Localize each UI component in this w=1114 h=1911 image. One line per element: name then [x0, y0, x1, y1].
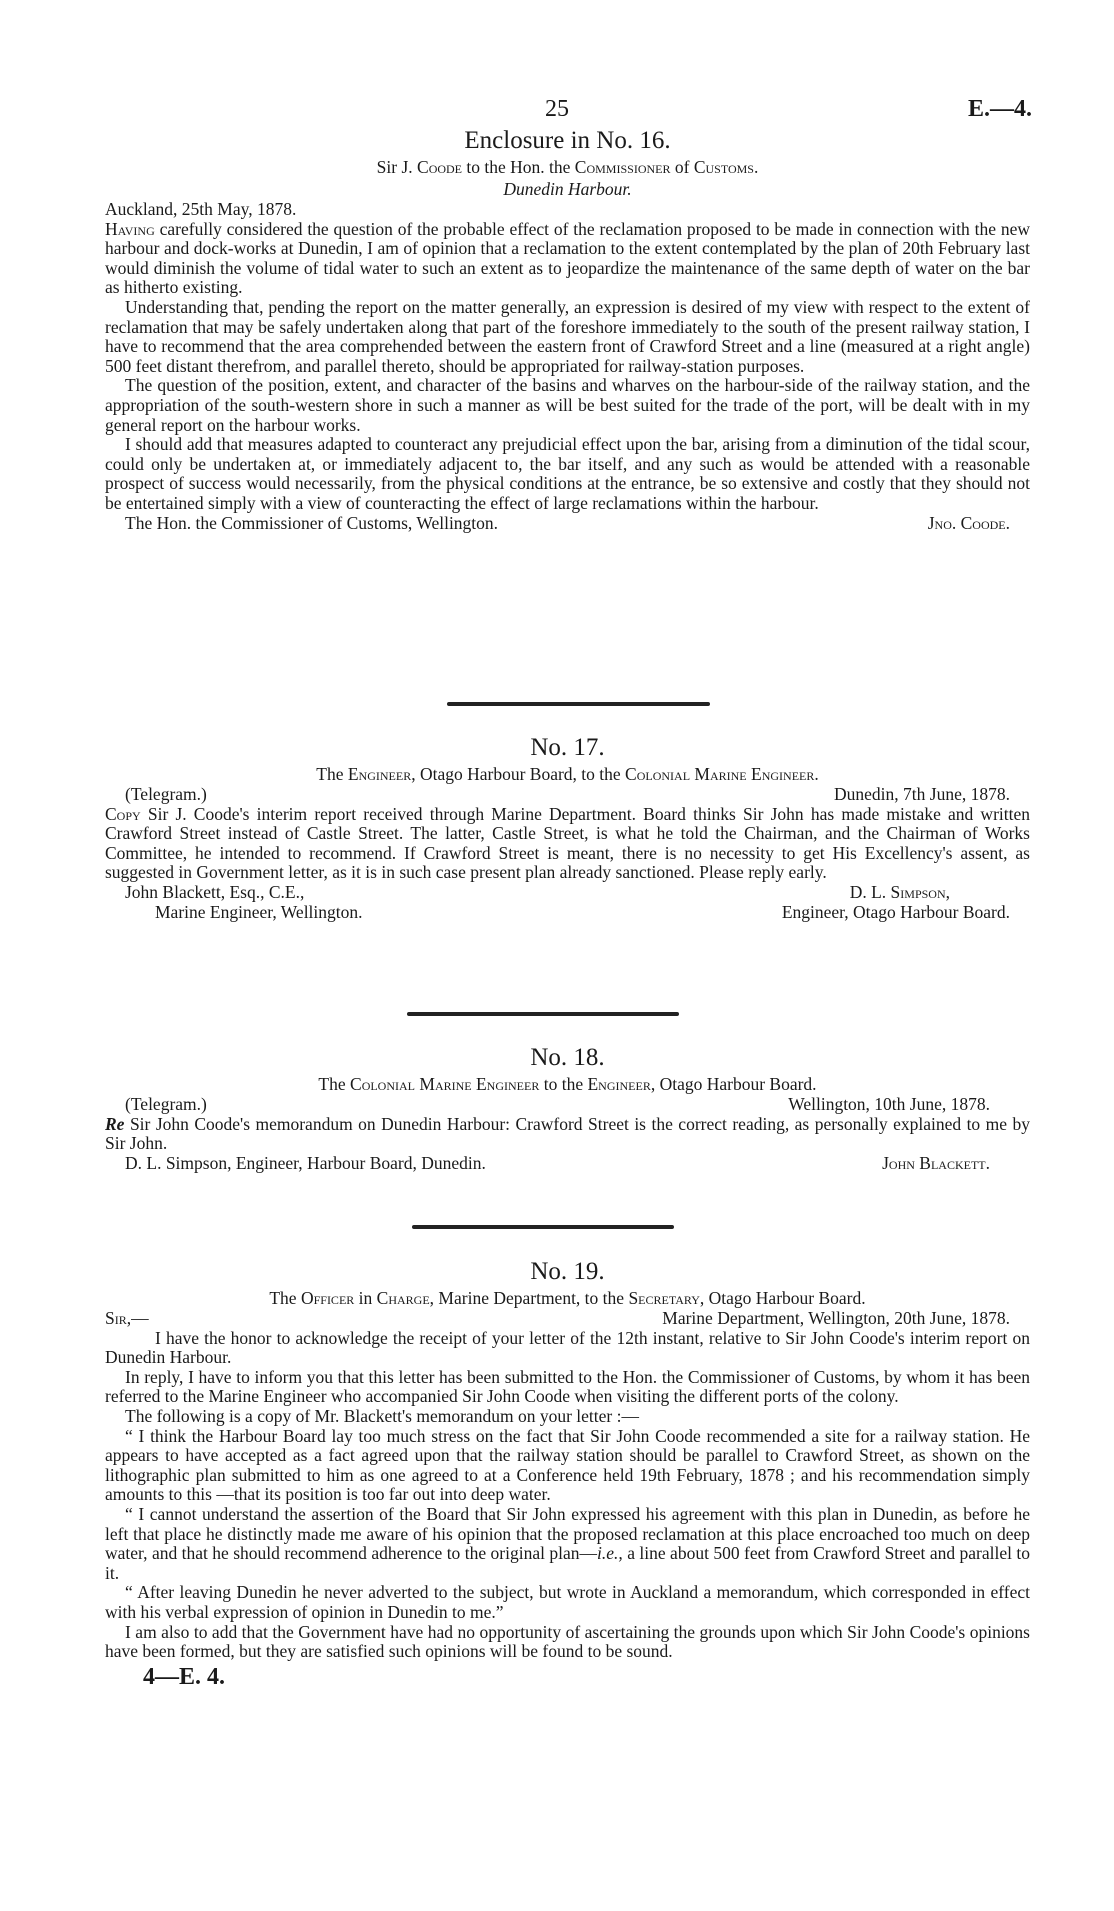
section-title: No. 19.: [530, 1258, 605, 1285]
paragraph: Having carefully considered the question of the probable effect of the reclamation proposed to be made in connection with the new harbour and dock-works at Dunedin, I am of opinion that a reclamation to the extent contemplated by the plan of 20th February last would diminish the volume of tidal water to such an extent as to jeopardize the maintenance of the same depth of water on the bar as hitherto existing.: [105, 218, 1030, 298]
section-from-line: The Engineer, Otago Harbour Board, to the Colonial Marine Engineer.: [316, 764, 819, 784]
closing-line: [105, 903, 1030, 923]
section-title: Enclosure in No. 16.: [464, 127, 671, 154]
signature: Engineer, Otago Harbour Board.: [781, 901, 1010, 922]
salutation-line: [105, 1309, 1030, 1329]
enclosure-16: [105, 126, 1030, 533]
paragraph: In reply, I have to inform you that this letter has been submitted to the Hon. the Commissioner of Customs, by whom it has been referred to the Marine Engineer who accompanied Sir John Coode when visiting the different ports of the colony.: [105, 1366, 1030, 1407]
section-title: No. 17.: [530, 734, 605, 761]
paragraph: “ I cannot understand the assertion of the Board that Sir John expressed his agreement with this plan in Dunedin, as before he left that place he distinctly made me aware of his opinion that the proposed reclamation at this place encroached too much on deep water, and that he should recommend adherence to the original plan—i.e., a line about 500 feet from Crawford Street and parallel to it.: [105, 1503, 1031, 1583]
section-17: [105, 733, 1030, 922]
paragraph: “ After leaving Dunedin he never adverted to the subject, but wrote in Auckland a memorandum, which corresponded in effect with his verbal expression of opinion in Dunedin to me.”: [105, 1582, 1030, 1622]
letter-date: Marine Department, Wellington, 20th June, 1878.: [662, 1308, 1010, 1328]
section-divider: [447, 702, 710, 706]
telegram-line: (Telegram.) Dunedin, 7th June, 1878.: [125, 784, 1010, 804]
paragraph: I am also to add that the Government have had no opportunity of ascertaining the grounds upon which Sir John Coode's opinions have been formed, but they are satisfied such opinions will be found to be sound.: [105, 1621, 1030, 1662]
letter-date: Auckland, 25th May, 1878.: [105, 199, 297, 219]
addressee: John Blackett, Esq., C.E.,: [125, 881, 305, 902]
signature-mark: 4—E. 4.: [143, 1663, 226, 1690]
paragraph: The following is a copy of Mr. Blackett's memorandum on your letter :—: [125, 1405, 639, 1426]
paragraph: I have the honor to acknowledge the receipt of your letter of the 12th instant, relative to Sir John Coode's interim report on Dunedin Harbour.: [105, 1327, 1030, 1368]
telegram-line: (Telegram.) Wellington, 10th June, 1878.: [125, 1094, 990, 1114]
section-divider: [407, 1012, 679, 1016]
signature: D. L. Simpson,: [849, 881, 950, 902]
section-from-line: The Colonial Marine Engineer to the Engineer, Otago Harbour Board.: [318, 1074, 817, 1094]
section-subject: Dunedin Harbour.: [503, 179, 632, 199]
page-number: 25: [545, 96, 569, 122]
section-title: No. 18.: [530, 1044, 605, 1071]
section-from-line: Sir J. Coode to the Hon. the Commissioner of Customs.: [376, 157, 759, 177]
closing-line: [105, 1154, 1030, 1174]
section-from-line: The Officer in Charge, Marine Department, to the Secretary, Otago Harbour Board.: [269, 1288, 866, 1308]
addressee: D. L. Simpson, Engineer, Harbour Board, Dunedin.: [125, 1152, 486, 1173]
salutation: Sir,—: [105, 1308, 149, 1328]
section-divider: [412, 1225, 674, 1229]
addressee: Marine Engineer, Wellington.: [155, 901, 363, 922]
paragraph: I should add that measures adapted to counteract any prejudicial effect upon the bar, arising from a diminution of the tidal scour, could only be undertaken at, or immediately adjacent to, the bar itself, and any such as would be attended with a reasonable prospect of success would necessarily, from the physical conditions at the entrance, be so extensive and costly that they should not be entertained simply with a view of counteracting the effect of large reclamations within the harbour.: [105, 434, 1030, 513]
paragraph: Copy Sir J. Coode's interim report received through Marine Department. Board thinks Sir John has made mistake and written Crawford Street instead of Castle Street. The latter, Castle Street, is what he told the Chairman, and the Chairman of Works Committee, he intended to recommend. If Crawford Street is meant, there is no necessity to get His Excellency's assent, as suggested in Government letter, as it is in such case present plan already sanctioned. Please reply early.: [105, 803, 1031, 883]
closing-line: [105, 514, 1030, 534]
paragraph: “ I think the Harbour Board lay too much stress on the fact that Sir John Coode recommended a site for a railway station. He appears to have accepted as a fact agreed upon that the railway station should be parallel to Crawford Street, as shown on the lithographic plan submitted to him as one agreed to at a Conference held 19th February, 1878 ; and his recommendation simply amounts to this —that its position is too far out into deep water.: [105, 1425, 1030, 1505]
document-reference: E.—4.: [967, 96, 1032, 122]
closing-line: [105, 883, 1030, 903]
signature: Jno. Coode.: [927, 512, 1010, 533]
section-18: [105, 1043, 1030, 1173]
signature: John Blackett.: [882, 1152, 990, 1173]
paragraph: The question of the position, extent, and character of the basins and wharves on the harbour-side of the railway station, and the appropriation of the south-western shore in such a manner as will be best suited for the trade of the port, will be dealt with in my general report on the harbour works.: [105, 375, 1030, 435]
paragraph: Re Sir John Coode's memorandum on Dunedin Harbour: Crawford Street is the correct reading, as personally explained to me by Sir John.: [105, 1113, 1031, 1154]
section-19: [105, 1257, 1030, 1691]
addressee: The Hon. the Commissioner of Customs, Wellington.: [125, 512, 499, 533]
paragraph: Understanding that, pending the report on the matter generally, an expression is desired of my view with respect to the extent of reclamation that may be safely undertaken along that part of the foreshore immediately to the south of the present railway station, I have to recommend that the area comprehended between the eastern front of Crawford Street and a line (measured at a right angle) 500 feet distant therefrom, and parallel thereto, should be appropriated for railway-station purposes.: [105, 296, 1030, 376]
